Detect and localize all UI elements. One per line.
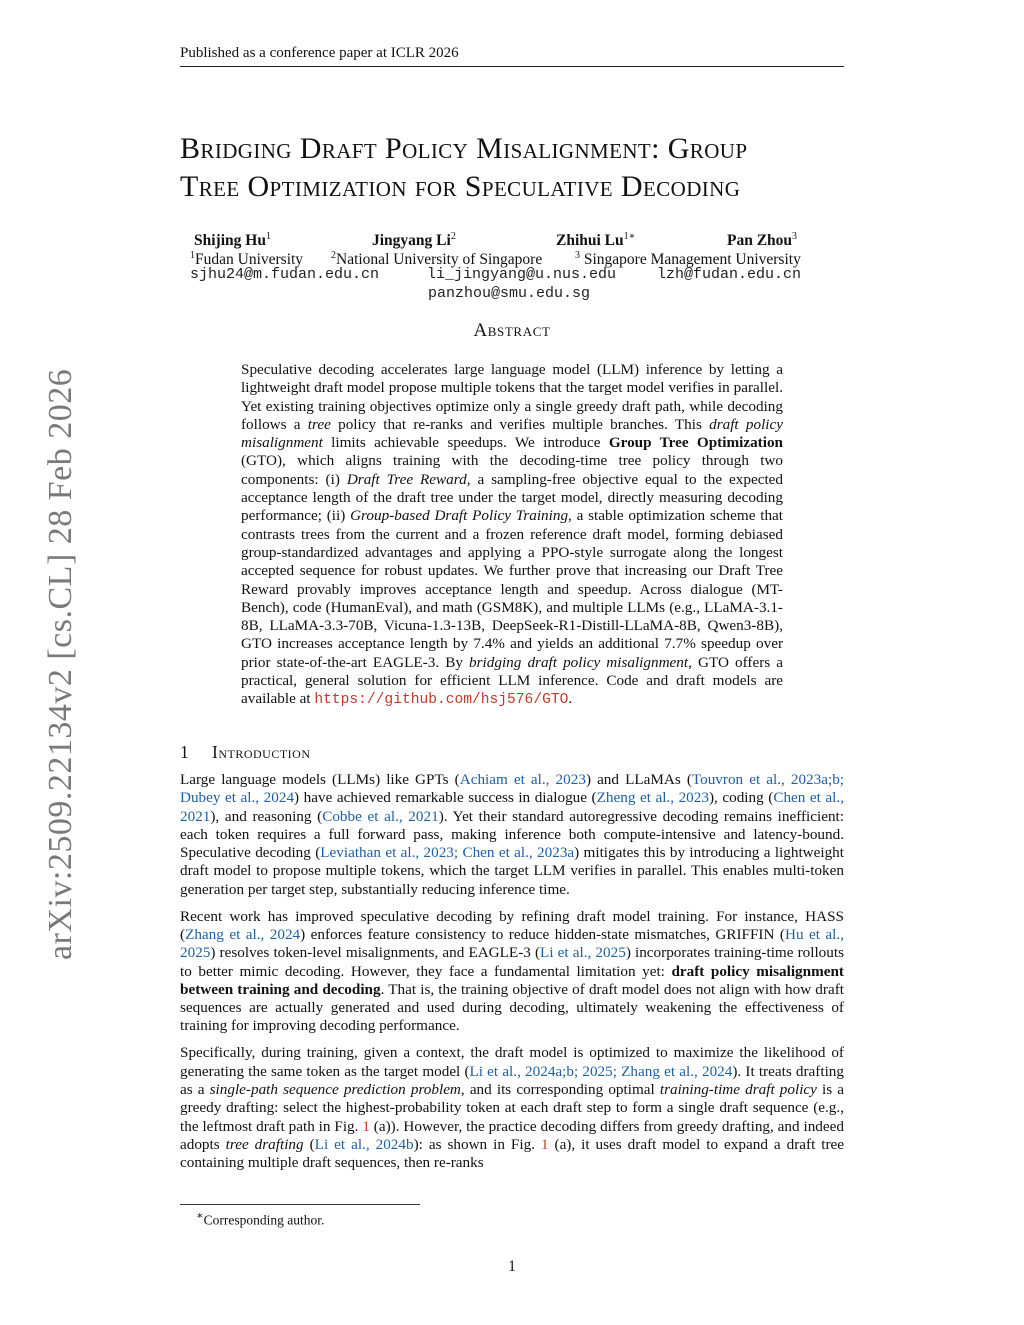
title-line-2: Tree Optimization for Speculative Decoding	[180, 170, 741, 203]
email: sjhu24@m.fudan.edu.cn	[190, 266, 380, 283]
citation-link[interactable]: Achiam et al., 2023	[459, 771, 586, 788]
running-header: Published as a conference paper at ICLR 2026	[180, 45, 459, 61]
abstract-heading: Abstract	[473, 320, 551, 341]
email: panzhou@smu.edu.sg	[428, 285, 591, 302]
author-name: Jingyang Li$^2$	[372, 231, 456, 250]
citation-link[interactable]: Leviathan et al., 2023; Chen et al., 2023a	[320, 844, 575, 862]
figure-ref-link[interactable]: 1	[362, 1117, 370, 1135]
code-link[interactable]: https://github.com/hsj576/GTO	[314, 692, 569, 709]
abstract-body: Speculative decoding accelerates large language model (LLM) inference by letting a lightweight draft model propose multiple tokens that the target model verifies in parallel. Yet existing training objectives optimize only a single greedy draft path, while decoding follows a tree policy that re-ranks and verifies multiple branches. This draft policy misalignment limits achievable speedups. We introduce Group Tree Optimization (GTO), which aligns training with the decoding-time tree policy through two components: (i) Draft Tree Reward, a sampling-free objective equal to the expected acceptance length of the draft tree under the target model, directly measuring decoding performance; (ii) Group-based Draft Policy Training, a stable optimization scheme that contrasts trees from the current and a frozen reference draft model, forming debiased group-standardized advantages and applying a PPO-style surrogate along the longest accepted sequence for robust updates. We further prove that increasing our Draft Tree Reward provably improves acceptance length and speedup. Across dialogue (MT-Bench), code (HumanEval), and math (GSM8K), and multiple LLMs (e.g., LLaMA-3.1-8B, LLaMA-3.3-70B, Vicuna-1.3-13B, DeepSeek-R1-Distill-LLaMA-8B, Qwen3-8B), GTO increases acceptance length by 7.4% and yields an additional 7.7% speedup over prior state-of-the-art EAGLE-3. By bridging draft policy misalignment, GTO offers a practical, general solution for efficient LLM inference. Code and draft models are available at https://github.com/hsj576/GTO.	[241, 361, 784, 709]
paragraph: Large language models (LLMs) like GPTs (Achiam et al., 2023) and LLaMAs (Touvron et al., 2023a;b; Dubey et al., 2024) have achieved remarkable success in dialogue (Zheng et al., 2023), coding (Chen et al., 2021), and reasoning (Cobbe et al., 2021). Yet their standard autoregressive decoding remains inefficient: each token requires a full forward pass, making inference both compute-intensive and latency-bound. Speculative decoding (Leviathan et al., 2023; Chen et al., 2023a) mitigates this by introducing a lightweight draft model to propose multiple tokens, which the target LLM verifies in parallel. This enables multi-token generation per target step, substantially reducing inference time.	[180, 771, 845, 898]
citation-link[interactable]: Li et al., 2024b	[314, 1135, 414, 1153]
citation-link[interactable]: Touvron et al., 2023a;b; Dubey et al., 2024	[180, 771, 845, 807]
citation-link[interactable]: Hu et al., 2025	[180, 925, 844, 962]
introduction-body	[180, 771, 844, 1181]
figure-ref-link[interactable]: 1	[540, 1135, 549, 1153]
title-line-1: Bridging Draft Policy Misalignment: Group	[180, 132, 748, 165]
email: lzh@fudan.edu.cn	[657, 266, 802, 283]
header-rule	[180, 66, 844, 67]
citation-link[interactable]: Li et al., 2025	[540, 944, 626, 962]
page-number: 1	[508, 1258, 516, 1275]
author-names	[190, 227, 850, 250]
paper-title	[180, 130, 860, 206]
affiliation: $^2$National University of Singapore	[331, 250, 543, 269]
citation-link[interactable]: Chen et al., 2021	[180, 789, 844, 825]
footnote: ∗Corresponding author.	[196, 1210, 325, 1228]
citation-link[interactable]: Li et al., 2024a;b; 2025; Zhang et al., 2024	[469, 1062, 733, 1080]
author-name: Zhihui $Lu^{1∗}$	[556, 231, 636, 250]
author-block	[190, 227, 850, 303]
email: li_jingyang@u.nus.edu	[427, 266, 617, 283]
arxiv-stamp: arXiv:2509.22134v2 [cs.CL] 28 Feb 2026	[42, 368, 79, 960]
author-name: Pan Zhou$^3$	[727, 231, 798, 250]
affiliation: $^1$Fudan University	[190, 250, 304, 269]
paragraph: Recent work has improved speculative decoding by refining draft model training. For instance, HASS (Zhang et al., 2024) enforces feature consistency to reduce hidden-state mismatches, GRIFFIN (Hu et al., 2025) resolves token-level misalignments, and EAGLE-3 (Li et al., 2025) incorporates training-time rollouts to better mimic decoding. However, they face a fundamental limitation yet: draft policy misalignment between training and decoding. That is, the training objective of draft model does not align with how draft sequences are actually generated and used during decoding, ultimately weakening the effectiveness of training for improving decoding performance.	[180, 907, 844, 1035]
author-affiliations	[190, 246, 850, 269]
citation-link[interactable]: Zheng et al., 2023	[596, 789, 709, 807]
section-heading: 1 Introduction	[180, 742, 311, 762]
citation-link[interactable]: Cobbe et al., 2021	[322, 807, 439, 825]
citation-link[interactable]: Zhang et al., 2024	[185, 925, 301, 943]
footnote-rule	[180, 1204, 420, 1205]
paragraph: Specifically, during training, given a context, the draft model is optimized to maximize the likelihood of generating the same token as the target model (Li et al., 2024a;b; 2025; Zhang et al., 2024). It treats drafting as a single-path sequence prediction problem, and its corresponding optimal training-time draft policy is a greedy drafting: select the highest-probability token at each draft step to form a single draft sequence (e.g., the leftmost draft path in Fig. 1 (a)). However, the practice decoding differs from greedy drafting, and indeed adopts tree drafting (Li et al., 2024b): as shown in Fig. 1 (a), it uses draft model to expand a draft tree containing multiple draft sequences, then re-ranks	[180, 1044, 845, 1172]
author-emails-2	[190, 284, 850, 303]
author-emails	[190, 265, 850, 284]
affiliation: $^3$ Singapore Management University	[575, 250, 801, 269]
author-name: Shijing Hu$^1$	[194, 231, 271, 250]
